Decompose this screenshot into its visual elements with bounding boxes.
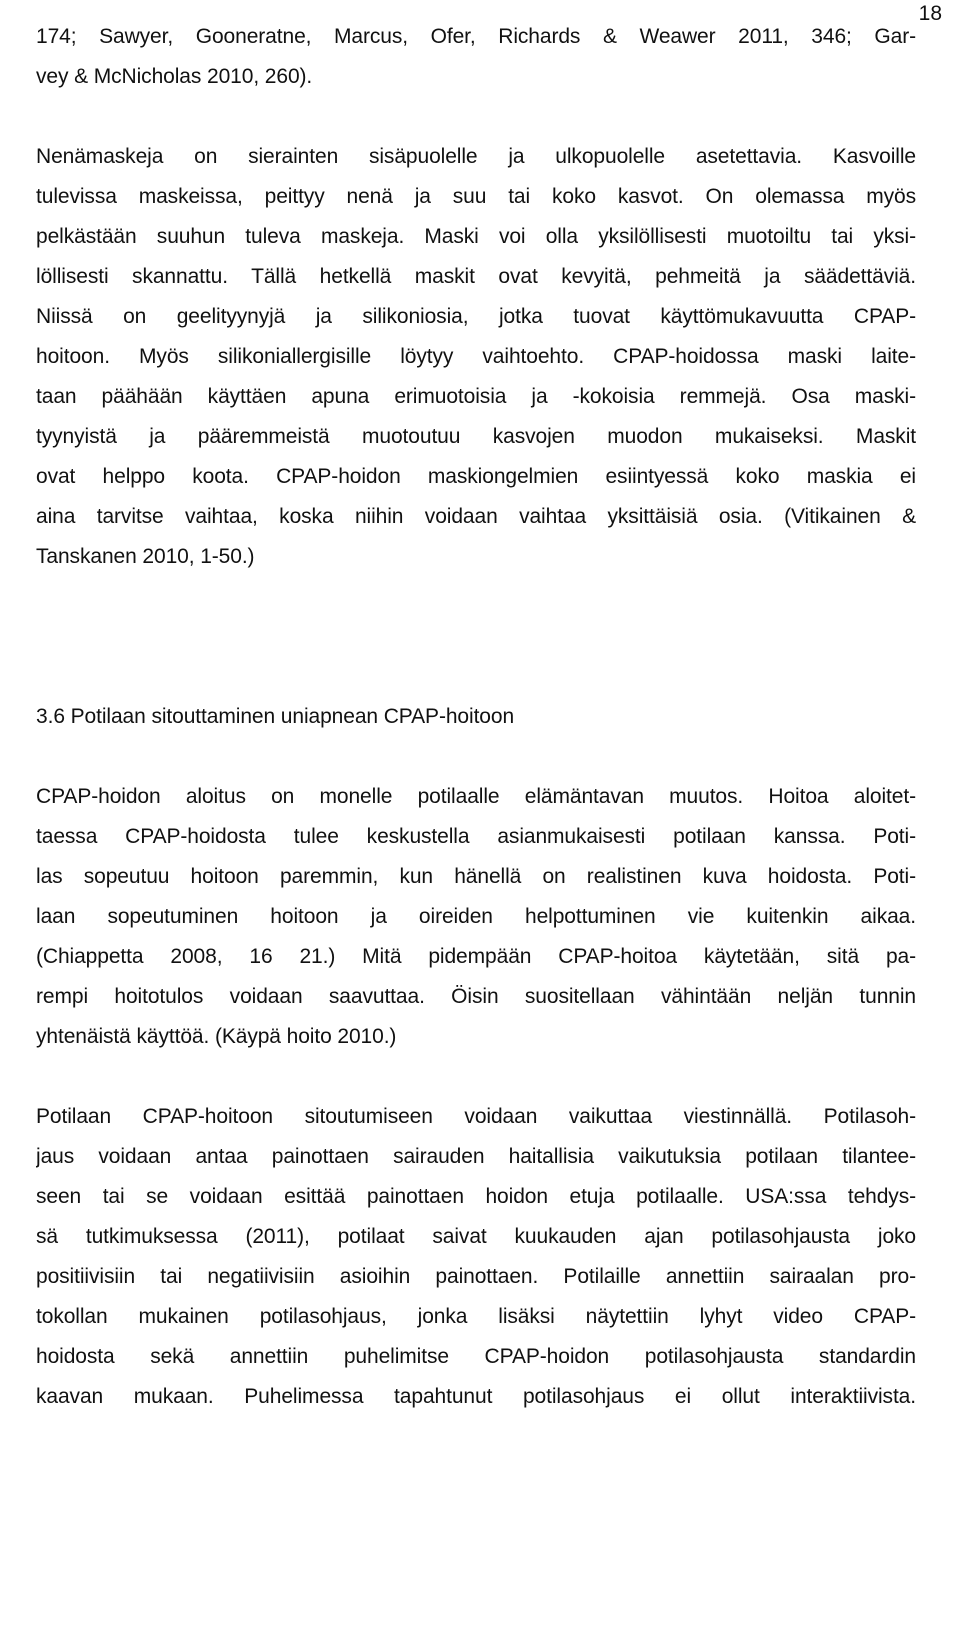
text-line: sä tutkimuksessa (2011), potilaat saivat kuukauden ajan potilasohjausta joko [36,1225,916,1248]
text-line: löllisesti skannattu. Tällä hetkellä maskit ovat kevyitä, pehmeitä ja säädettäviä. [36,265,916,288]
text-line: tyynyistä ja pääremmeistä muotoutuu kasvojen muodon mukaiseksi. Maskit [36,425,916,448]
paragraph-communication [36,1097,916,1417]
text-line: Potilaan CPAP-hoitoon sitoutumiseen voidaan vaikuttaa viestinnällä. Potilasoh- [36,1105,916,1128]
text-line: rempi hoitotulos voidaan saavuttaa. Öisin suositellaan vähintään neljän tunnin [36,985,916,1008]
section-heading [36,697,916,737]
text-line: taessa CPAP-hoidosta tulee keskustella asianmukaisesti potilaan kanssa. Poti- [36,825,916,848]
text-line: (Chiappetta 2008, 16 21.) Mitä pidempään CPAP-hoitoa käytetään, sitä pa- [36,945,916,968]
text-line: Niissä on geelityynyjä ja silikoniosia, jotka tuovat käyttömukavuutta CPAP- [36,305,916,328]
text-line: hoidosta sekä annettiin puhelimitse CPAP-hoidon potilasohjausta standardin [36,1345,916,1368]
text-line: pelkästään suuhun tuleva maskeja. Maski voi olla yksilöllisesti muotoiltu tai yksi- [36,225,916,248]
text-line: Tanskanen 2010, 1-50.) [36,545,255,568]
text-line: kaavan mukaan. Puhelimessa tapahtunut potilasohjaus ei ollut interaktiivista. [36,1385,916,1408]
heading-text: 3.6 Potilaan sitouttaminen uniapnean CPAP-hoitoon [36,705,515,728]
text-line: laan sopeutuminen hoitoon ja oireiden helpottuminen vie kuitenkin aikaa. [36,905,916,928]
text-line: aina tarvitse vaihtaa, koska niihin voidaan vaihtaa yksittäisiä osia. (Vitikainen & [36,505,916,528]
text-line: tulevissa maskeissa, peittyy nenä ja suu tai koko kasvot. On olemassa myös [36,185,916,208]
text-line: 174; Sawyer, Gooneratne, Marcus, Ofer, Richards & Weawer 2011, 346; Gar- [36,25,916,48]
paragraph-citation-continuation [36,17,916,97]
text-line: yhtenäistä käyttöä. (Käypä hoito 2010.) [36,1025,397,1048]
text-line: positiivisiin tai negatiivisiin asioihin painottaen. Potilaille annettiin sairaalan pro- [36,1265,916,1288]
page-number: 18 [918,2,942,25]
text-line: taan päähään käyttäen apuna erimuotoisia ja -kokoisia remmejä. Osa maski- [36,385,916,408]
text-line: seen tai se voidaan esittää painottaen hoidon etuja potilaalle. USA:ssa tehdys- [36,1185,916,1208]
document-body [36,17,916,1417]
paragraph-masks [36,137,916,577]
text-line: tokollan mukainen potilasohjaus, jonka lisäksi näytettiin lyhyt video CPAP- [36,1305,916,1328]
text-line: ovat helppo koota. CPAP-hoidon maskiongelmien esiintyessä koko maskia ei [36,465,916,488]
paragraph-commitment [36,777,916,1057]
text-line: vey & McNicholas 2010, 260). [36,65,313,88]
text-line: jaus voidaan antaa painottaen sairauden haitallisia vaikutuksia potilaan tilantee- [36,1145,916,1168]
text-line: hoitoon. Myös silikoniallergisille löytyy vaihtoehto. CPAP-hoidossa maski laite- [36,345,916,368]
text-line: Nenämaskeja on sierainten sisäpuolelle ja ulkopuolelle asetettavia. Kasvoille [36,145,916,168]
text-line: las sopeutuu hoitoon paremmin, kun hänellä on realistinen kuva hoidosta. Poti- [36,865,916,888]
text-line: CPAP-hoidon aloitus on monelle potilaalle elämäntavan muutos. Hoitoa aloitet- [36,785,916,808]
